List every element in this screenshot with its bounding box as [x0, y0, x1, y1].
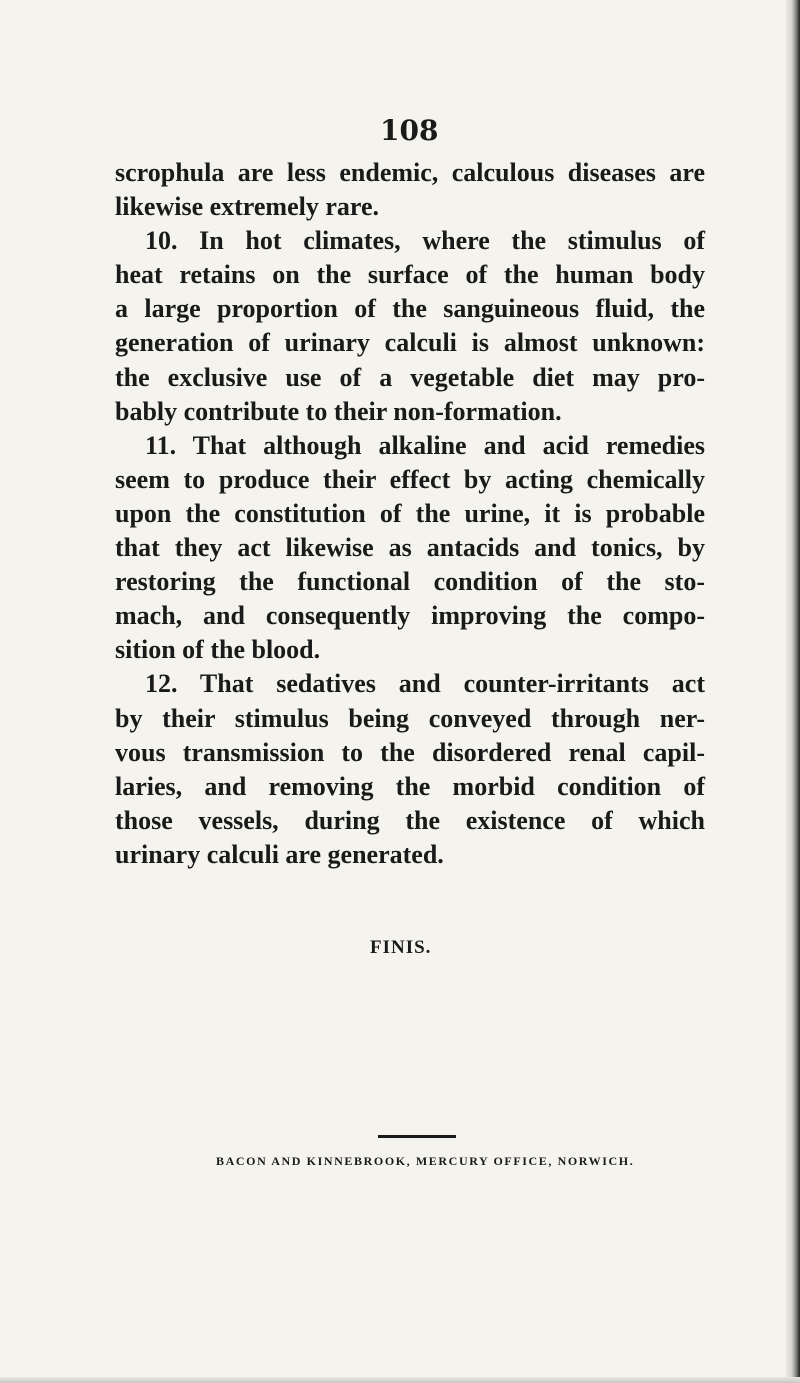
text-line: scrophula are less endemic, calculous diseases are [115, 158, 705, 187]
text-line: those vessels, during the existence of which [115, 805, 705, 835]
divider-rule [378, 1135, 456, 1138]
body-text [115, 156, 705, 872]
text-line: that they act likewise as antacids and tonics, by [115, 533, 705, 563]
text-line: heat retains on the surface of the human body [115, 260, 705, 290]
text-line: laries, and removing the morbid condition of [115, 771, 705, 801]
text-line: the exclusive use of a vegetable diet may pro- [115, 362, 705, 392]
text-line: bably contribute to their non-formation. [115, 396, 562, 426]
text-line: 11. That although alkaline and acid remedies [145, 430, 705, 460]
text-line: generation of urinary calculi is almost unknown: [115, 328, 705, 358]
text-line: 10. In hot climates, where the stimulus of [145, 226, 705, 256]
page-number: 108 [380, 114, 439, 147]
text-line: a large proportion of the sanguineous fluid, the [115, 294, 705, 324]
text-line: by their stimulus being conveyed through ner- [115, 703, 705, 733]
text-line: upon the constitution of the urine, it is probable [115, 498, 705, 528]
text-line: vous transmission to the disordered renal capil- [115, 737, 705, 767]
text-line: urinary calculi are generated. [115, 839, 444, 869]
page-edge-shadow [786, 0, 800, 1383]
page-bottom-edge [0, 1377, 800, 1383]
text-line: sition of the blood. [115, 635, 321, 665]
text-line: restoring the functional condition of the sto- [115, 567, 705, 597]
text-line: likewise extremely rare. [115, 192, 379, 222]
finis-heading: FINIS. [370, 937, 432, 958]
text-line: mach, and consequently improving the compo- [115, 601, 705, 631]
text-line: 12. That sedatives and counter-irritants act [145, 669, 705, 699]
text-line: seem to produce their effect by acting chemically [115, 464, 705, 494]
printer-imprint: BACON AND KINNEBROOK, MERCURY OFFICE, NORWICH. [216, 1154, 635, 1168]
